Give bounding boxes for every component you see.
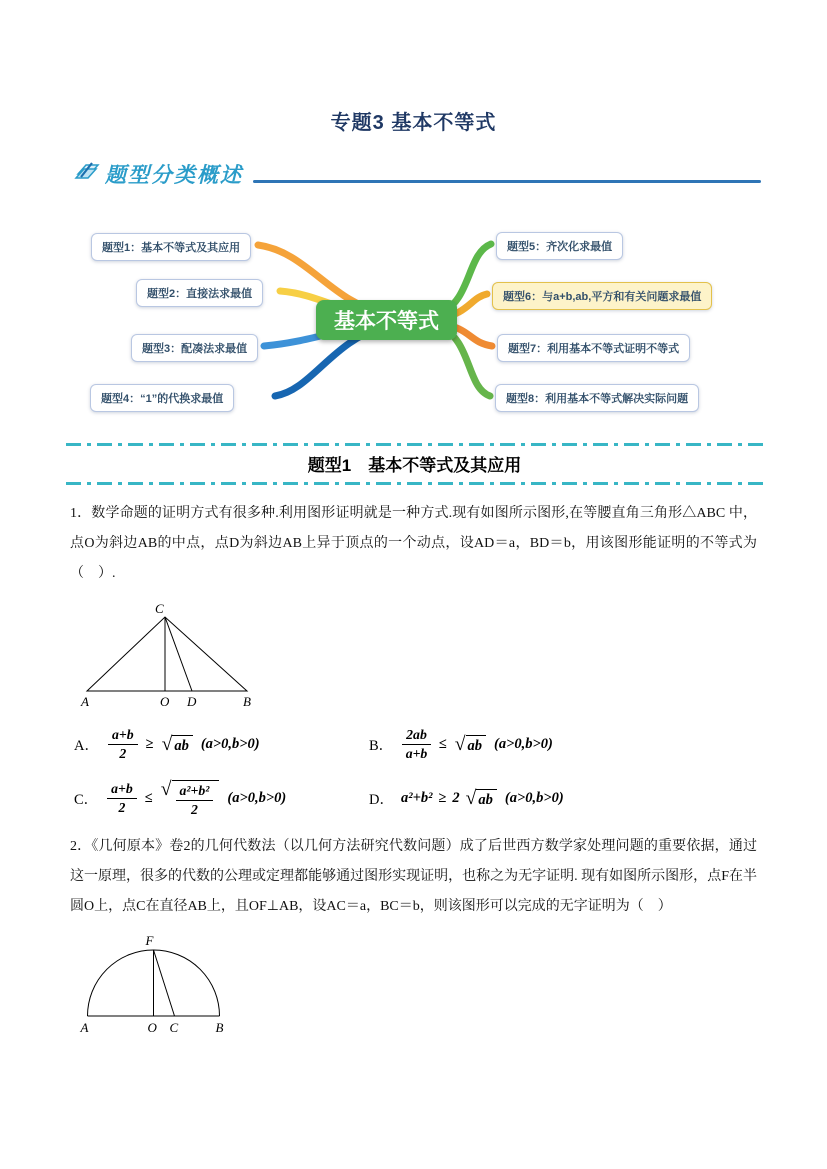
label-A: A (81, 694, 89, 710)
badge-row (74, 159, 761, 188)
label-A: A (80, 1019, 89, 1035)
label-B: B (215, 1019, 224, 1035)
radical-sign: √ (161, 733, 173, 755)
option-d-label: D． (369, 792, 394, 809)
question-2-text: 2．《几何原本》卷2的几何代数法（以几何方法研究代数问题）成了后世西方数学家处理问题的重要依据，通过这一原理，很多的代数的公理或定理都能够通过图形实现证明，也称之为无字证明. 现有如图所示图形，点F在半圆O上，点C在直径AB上，且OF⊥AB，设AC＝a，BC＝b，则该图形可以完成的无字证明为（ ） (70, 838, 757, 914)
label-F: F (145, 932, 154, 948)
option-c (74, 780, 369, 818)
label-B: B (243, 694, 251, 710)
option-c-label: C． (74, 792, 99, 809)
fraction-numerator: a+b (107, 781, 137, 799)
mindmap-node-3: 题型3：配凑法求最值 (131, 334, 258, 362)
condition: (a>0,b>0) (494, 736, 553, 753)
fraction (402, 727, 431, 762)
label-O: O (160, 694, 170, 710)
label-C: C (169, 1019, 179, 1035)
relation-sign: ≤ (144, 790, 153, 807)
mindmap-node-5: 题型5：齐次化求最值 (496, 232, 623, 260)
radical-sign: √ (454, 733, 466, 755)
option-b-label: B． (369, 738, 394, 755)
radicand: ab (172, 735, 193, 755)
radical-expression (161, 780, 220, 818)
page-title: 专题3 基本不等式 (330, 112, 497, 134)
mindmap-node-8: 题型8：利用基本不等式解决实际问题 (495, 384, 699, 412)
semicircle-figure (74, 932, 246, 1037)
radical-sign: √ (465, 787, 477, 809)
mindmap-node-4: 题型4：“1”的代换求最值 (90, 384, 234, 412)
fraction (176, 783, 214, 818)
radical-expression (455, 735, 486, 755)
fraction-denominator: 2 (191, 801, 198, 817)
radical-expression (466, 789, 497, 809)
mindmap-node-1: 题型1：基本不等式及其应用 (91, 233, 251, 261)
option-a-label: A． (74, 738, 99, 755)
fraction-numerator: a²+b² (176, 783, 214, 801)
radicand: ab (466, 735, 487, 755)
label-O: O (147, 1019, 157, 1035)
section-heading: 题型1 基本不等式及其应用 (307, 456, 522, 475)
mindmap (68, 210, 760, 425)
section-header (66, 443, 763, 485)
option-b (369, 727, 757, 762)
relation-sign: ≤ (438, 736, 447, 753)
radicand: ab (476, 789, 497, 809)
relation-sign: ≥ (438, 790, 447, 807)
mindmap-node-6: 题型6：与a+b,ab,平方和有关问题求最值 (492, 282, 712, 310)
radical-sign: √ (160, 778, 172, 800)
condition: (a>0,b>0) (504, 790, 564, 807)
fraction-denominator: 2 (118, 800, 126, 816)
question-1-options (74, 727, 757, 817)
fraction (108, 727, 138, 762)
fraction (107, 781, 137, 816)
label-C: C (155, 601, 164, 617)
fraction-numerator: a+b (108, 727, 138, 745)
mindmap-center-node: 基本不等式 (316, 300, 457, 340)
condition: (a>0,b>0) (227, 790, 287, 807)
fraction-numerator: 2ab (402, 727, 431, 745)
radical-expression (162, 735, 193, 755)
fraction-denominator: a+b (405, 746, 428, 762)
left-hand-side: a²+b² (400, 790, 433, 807)
mindmap-node-7: 题型7：利用基本不等式证明不等式 (497, 334, 690, 362)
fraction-denominator: 2 (119, 746, 127, 762)
question-1-text: 1．数学命题的证明方式有很多种.利用图形证明就是一种方式.现有如图所示图形,在等腰直角三角形△ABC 中，点O为斜边AB的中点，点D为斜边AB上异于顶点的一个动点，设AD＝a，BD＝b，用该图形能证明的不等式为（ ）. (70, 506, 757, 582)
radicand (172, 780, 220, 818)
relation-sign: ≥ (145, 736, 154, 753)
badge-label: 题型分类概述 (105, 164, 243, 187)
pen-paper-icon (74, 159, 100, 188)
label-D: D (187, 694, 197, 710)
option-a (74, 727, 369, 762)
option-d (369, 780, 757, 818)
mindmap-node-2: 题型2：直接法求最值 (136, 279, 263, 307)
badge-underline (253, 180, 761, 183)
dash-divider-bottom (66, 482, 763, 485)
coefficient: 2 (452, 790, 460, 807)
condition: (a>0,b>0) (200, 736, 260, 753)
triangle-figure (74, 599, 259, 711)
